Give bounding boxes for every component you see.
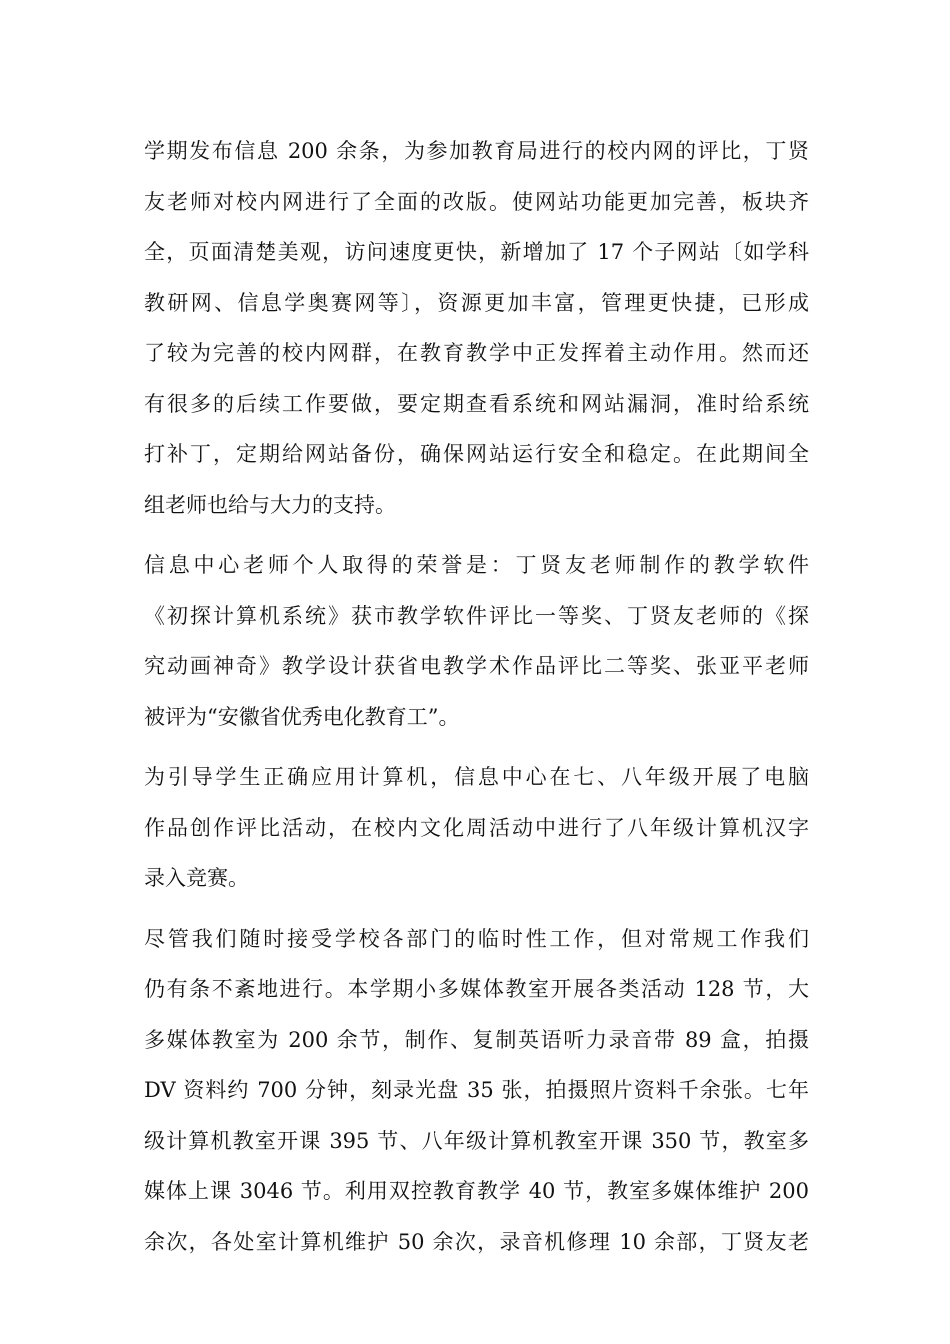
text-line: 友老师对校内网进行了全面的改版。使网站功能更加完善，板块齐: [144, 189, 809, 214]
text-line: 打补丁，定期给网站备份，确保网站运行安全和稳定。在此期间全: [144, 442, 809, 466]
text-line: 组老师也给与大力的支持。: [144, 492, 396, 517]
text-line: 全，页面清楚美观，访问速度更快，新增加了 17 个子网站〔如学科: [144, 240, 809, 264]
text-line: 《初探计算机系统》获市教学软件评比一等奖、丁贤友老师的《探: [144, 603, 809, 628]
text-line: 教研网、信息学奥赛网等〕，资源更加丰富，管理更快捷，已形成: [144, 290, 809, 315]
text-line: 为引导学生正确应用计算机，信息中心在七、八年级开展了电脑: [144, 765, 809, 789]
text-line: 多媒体教室为 200 余节，制作、复制英语听力录音带 89 盒，拍摄: [144, 1027, 809, 1052]
document-body: [144, 126, 809, 1267]
text-line: 究动画神奇》教学设计获省电教学术作品评比二等奖、张亚平老师: [144, 654, 809, 678]
text-line: 信息中心老师个人取得的荣誉是：丁贤友老师制作的教学软件: [144, 553, 809, 577]
text-line: 学期发布信息 200 余条，为参加教育局进行的校内网的评比，丁贤: [144, 139, 809, 163]
text-line: 了较为完善的校内网群，在教育教学中正发挥着主动作用。然而还: [144, 341, 809, 365]
text-line: 被评为“安徽省优秀电化教育工”。: [144, 704, 460, 729]
paragraph-routine-work: [144, 914, 809, 1268]
text-line: 作品创作评比活动，在校内文化周活动中进行了八年级计算机汉字: [144, 815, 809, 840]
paragraph-honors: [144, 540, 809, 742]
text-line: 有很多的后续工作要做，要定期查看系统和网站漏洞，准时给系统: [144, 391, 809, 416]
text-line: 仍有条不紊地进行。本学期小多媒体教室开展各类活动 128 节，大: [144, 977, 809, 1001]
paragraph-website-update: [144, 126, 809, 530]
text-line: 余次，各处室计算机维护 50 余次，录音机修理 10 余部，丁贤友老: [144, 1229, 809, 1254]
text-line: 录入竞赛。: [144, 866, 249, 890]
text-line: DV 资料约 700 分钟，刻录光盘 35 张，拍摄照片资料千余张。七年: [144, 1078, 809, 1102]
text-line: 尽管我们随时接受学校各部门的临时性工作，但对常规工作我们: [144, 926, 809, 951]
text-line: 级计算机教室开课 395 节、八年级计算机教室开课 350 节，教室多: [144, 1128, 809, 1153]
paragraph-student-activities: [144, 752, 809, 904]
text-line: 媒体上课 3046 节。利用双控教育教学 40 节，教室多媒体维护 200: [144, 1179, 809, 1203]
